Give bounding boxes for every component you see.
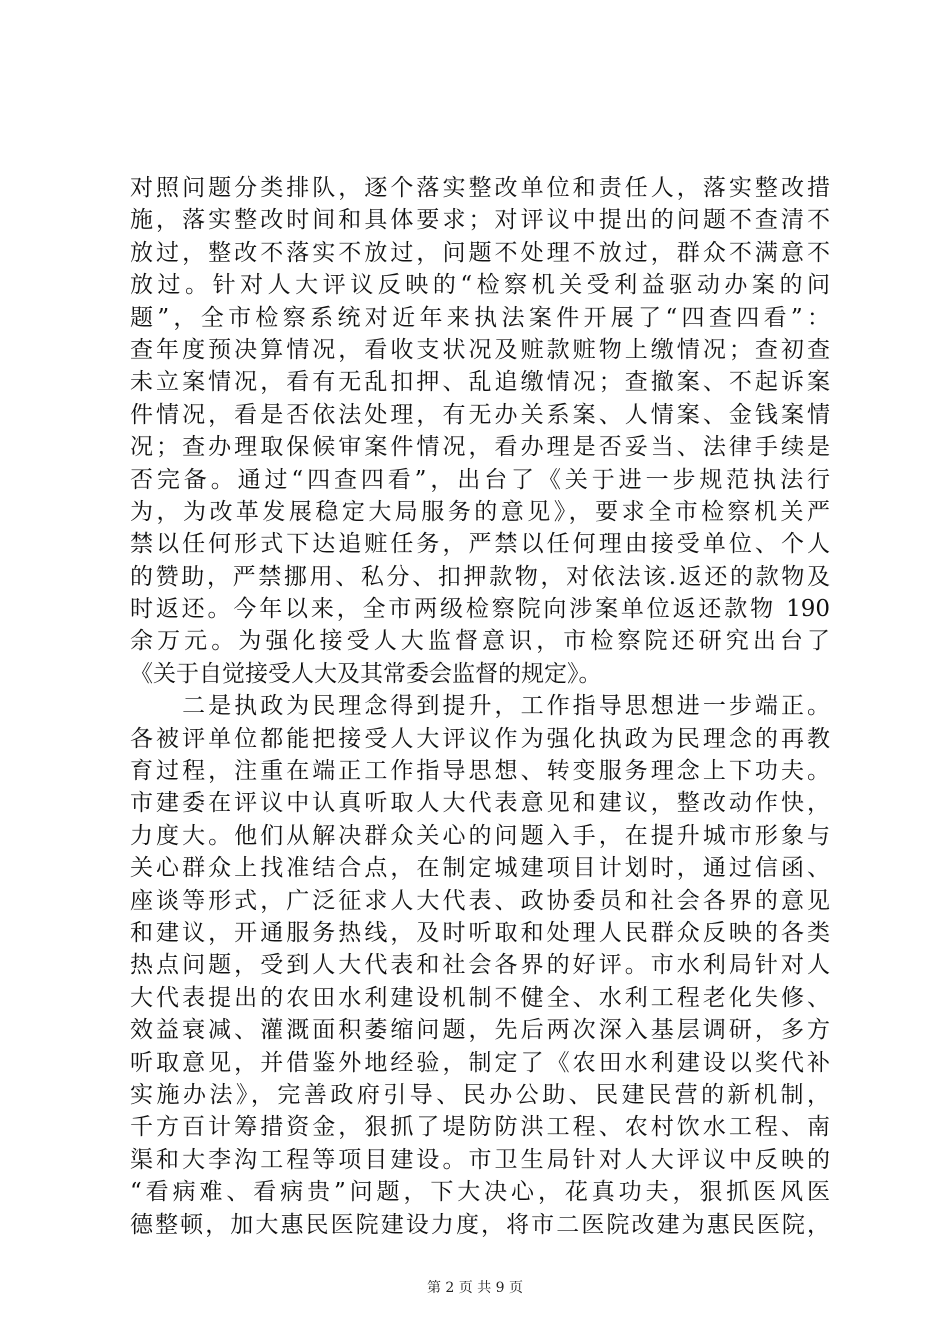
- text-line: 效益衰减、灌溉面积萎缩问题，先后两次深入基层调研，多方: [130, 1017, 830, 1044]
- text-line: 关心群众上找准结合点，在制定城建项目计划时，通过信函、: [130, 855, 830, 882]
- text-line: 大代表提出的农田水利建设机制不健全、水利工程老化失修、: [130, 984, 830, 1011]
- text-line: 为，为改革发展稳定大局服务的意见》，要求全市检察机关严: [130, 498, 830, 525]
- text-line: 禁以任何形式下达追赃任务，严禁以任何理由接受单位、个人: [130, 531, 830, 558]
- text-line: 况；查办理取保候审案件情况，看办理是否妥当、法律手续是: [130, 434, 830, 461]
- text-line: 力度大。他们从解决群众关心的问题入手，在提升城市形象与: [130, 822, 830, 849]
- text-line: 放过，整改不落实不放过，问题不处理不放过，群众不满意不: [130, 239, 830, 266]
- text-line: 时返还。今年以来，全市两级检察院向涉案单位返还款物 190: [130, 596, 830, 623]
- text-line: 施，落实整改时间和具体要求；对评议中提出的问题不查清不: [130, 207, 830, 234]
- text-line: 放过。针对人大评议反映的“检察机关受利益驱动办案的问: [130, 272, 830, 299]
- text-line: 热点问题，受到人大代表和社会各界的好评。市水利局针对人: [130, 952, 830, 979]
- page-footer: [0, 1278, 950, 1298]
- text-line: 否完备。通过“四查四看”，出台了《关于进一步规范执法行: [130, 466, 830, 493]
- text-line: 千方百计筹措资金，狠抓了堤防防洪工程、农村饮水工程、南: [130, 1114, 830, 1141]
- text-line: 查年度预决算情况，看收支状况及赃款赃物上缴情况；查初查: [130, 336, 830, 363]
- text-line: 德整顿，加大惠民医院建设力度，将市二医院改建为惠民医院，: [130, 1211, 830, 1238]
- text-line: 听取意见，并借鉴外地经验，制定了《农田水利建设以奖代补: [130, 1049, 830, 1076]
- text-line: 件情况，看是否依法处理，有无办关系案、人情案、金钱案情: [130, 401, 830, 428]
- text-line: 的赞助，严禁挪用、私分、扣押款物，对依法该.返还的款物及: [130, 563, 830, 590]
- body-text: [130, 172, 830, 1241]
- page-number: 第 2 页 共 9 页: [426, 1280, 524, 1296]
- text-line: 题”，全市检察系统对近年来执法案件开展了“四查四看”：: [130, 304, 830, 331]
- text-line: 和建议，开通服务热线，及时听取和处理人民群众反映的各类: [130, 919, 830, 946]
- text-line: 余万元。为强化接受人大监督意识，市检察院还研究出台了: [130, 628, 830, 655]
- text-line: 各被评单位都能把接受人大评议作为强化执政为民理念的再教: [130, 725, 830, 752]
- text-line: 未立案情况，看有无乱扣押、乱追缴情况；查撤案、不起诉案: [130, 369, 830, 396]
- text-line: 育过程，注重在端正工作指导思想、转变服务理念上下功夫。: [130, 758, 830, 785]
- text-line: 《关于自觉接受人大及其常委会监督的规定》。: [130, 660, 602, 687]
- text-line: 渠和大李沟工程等项目建设。市卫生局针对人大评议中反映的: [130, 1146, 830, 1173]
- text-line: “看病难、看病贵”问题，下大决心，花真功夫，狠抓医风医: [130, 1179, 830, 1206]
- paragraph-start-line: 二是执政为民理念得到提升，工作指导思想进一步端正。: [130, 693, 830, 720]
- text-line: 市建委在评议中认真听取人大代表意见和建议，整改动作快，: [130, 790, 830, 817]
- text-line: 座谈等形式，广泛征求人大代表、政协委员和社会各界的意见: [130, 887, 830, 914]
- text-line: 对照问题分类排队，逐个落实整改单位和责任人，落实整改措: [130, 175, 830, 201]
- text-line: 实施办法》，完善政府引导、民办公助、民建民营的新机制，: [130, 1081, 830, 1108]
